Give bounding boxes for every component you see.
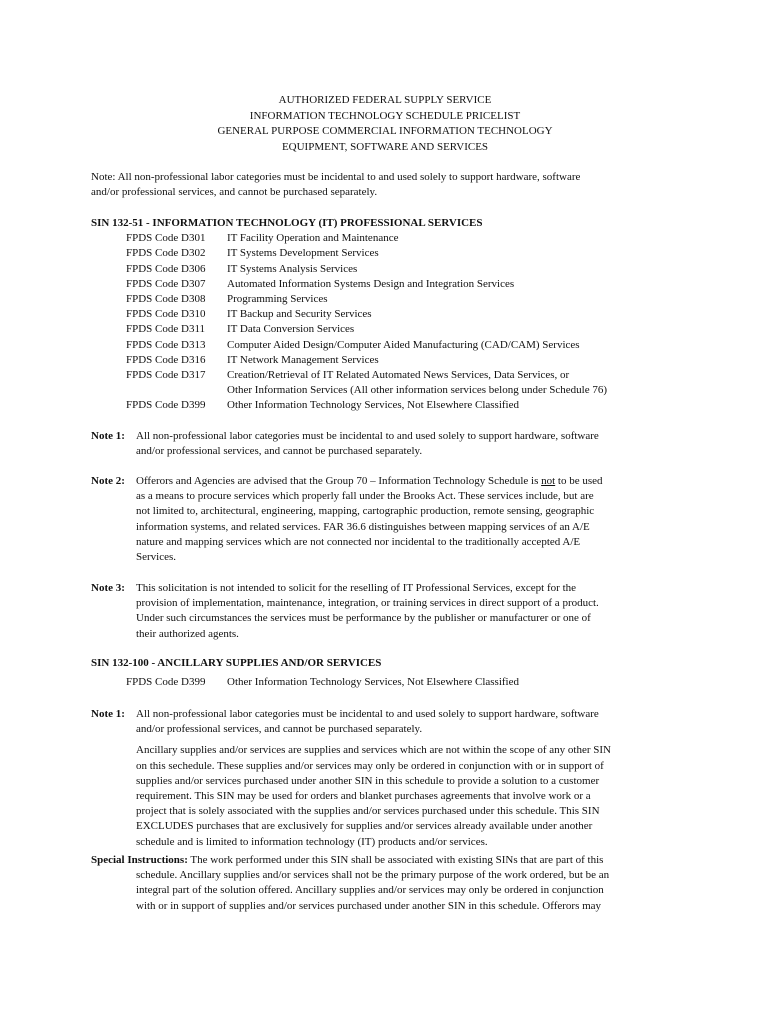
- sin-132-51-section: [91, 216, 691, 414]
- note-line: [136, 474, 691, 489]
- special-instructions: [91, 853, 691, 914]
- underlined-word: not: [541, 475, 556, 487]
- code-description-line: Creation/Retrieval of IT Related Automated News Services, Data Services, or: [227, 369, 570, 382]
- special-first-line: [91, 853, 691, 868]
- special-line: integral part of the solution offered. Ancillary supplies and/or services may only be ordered in conjunction: [136, 884, 604, 897]
- fpds-code: FPDS Code D301: [126, 232, 206, 245]
- paragraph-line: requirement. This SIN may be used for orders and blanket purchases agreements that involve work or a: [136, 790, 591, 803]
- fpds-code: FPDS Code D317: [126, 369, 206, 382]
- code-row: [126, 368, 691, 398]
- code-row: [126, 231, 691, 246]
- code-description: Programming Services: [227, 293, 328, 306]
- note-line: nature and mapping services which are not connected nor incidental to the traditionally accepted A/E: [136, 535, 581, 548]
- code-row: [126, 277, 691, 292]
- fpds-code: FPDS Code D308: [126, 293, 206, 306]
- note-line: provision of implementation, maintenance, integration, or training services in direct support of a product.: [136, 597, 599, 610]
- sin51-note-2: [91, 474, 691, 565]
- sin51-note-1: [91, 429, 691, 459]
- code-row: [126, 246, 691, 261]
- intro-note-line: Note: All non-professional labor categories must be incidental to and used solely to support hardware, software: [91, 171, 581, 183]
- paragraph-line: Ancillary supplies and/or services are supplies and services which are not within the scope of any other SIN: [136, 744, 612, 757]
- fpds-code: FPDS Code D399: [126, 676, 206, 689]
- fpds-code: FPDS Code D399: [126, 399, 206, 412]
- note-body: [136, 429, 691, 459]
- note-text: Offerors and Agencies are advised that the Group 70 – Information Technology Schedule is: [136, 475, 542, 487]
- code-row: [126, 307, 691, 322]
- paragraph-line: on this sechedule. These supplies and/or services may only be ordered in conjunction with or in support of: [136, 759, 604, 772]
- section-heading: SIN 132-100 - ANCILLARY SUPPLIES AND/OR SERVICES: [91, 657, 382, 669]
- note-line: and/or professional services, and cannot be purchased separately.: [136, 723, 423, 736]
- code-row: [126, 675, 691, 690]
- note-label: Note 3:: [91, 582, 125, 594]
- note-text: to be used: [555, 475, 603, 487]
- title-line-4: EQUIPMENT, SOFTWARE AND SERVICES: [281, 140, 489, 153]
- code-row: [126, 398, 691, 413]
- note-line: All non-professional labor categories must be incidental to and used solely to support hardware, software: [136, 430, 599, 442]
- paragraph-line: EXCLUDES purchases that are exclusively for supplies and/or services already available under another: [136, 820, 593, 833]
- fpds-code: FPDS Code D306: [126, 262, 206, 275]
- note-line: their authorized agents.: [136, 627, 239, 640]
- note-body: [136, 474, 691, 565]
- fpds-code: FPDS Code D307: [126, 277, 206, 290]
- note-body: [136, 707, 691, 850]
- note-label: Note 1:: [91, 430, 125, 442]
- code-description: IT Systems Analysis Services: [227, 262, 358, 275]
- paragraph-line: project that is solely associated with the supplies and/or services purchased under this schedule. This SIN: [136, 805, 600, 818]
- code-description: IT Systems Development Services: [227, 247, 379, 260]
- paragraph-line: schedule and is limited to information technology (IT) products and/or services.: [136, 835, 488, 848]
- note-label: Note 2:: [91, 475, 125, 487]
- code-row: [126, 322, 691, 337]
- code-description: IT Data Conversion Services: [227, 323, 355, 336]
- note-line: Services.: [136, 551, 177, 564]
- code-row: [126, 338, 691, 353]
- document-title: [0, 93, 770, 155]
- code-description: Computer Aided Design/Computer Aided Manufacturing (CAD/CAM) Services: [227, 338, 580, 351]
- title-line-1: AUTHORIZED FEDERAL SUPPLY SERVICE: [278, 94, 492, 106]
- sin51-note-3: [91, 581, 691, 642]
- fpds-code: FPDS Code D316: [126, 353, 206, 366]
- code-description: Other Information Technology Services, Not Elsewhere Classified: [227, 399, 519, 412]
- intro-note-line: and/or professional services, and cannot be purchased separately.: [91, 186, 378, 199]
- code-description: Automated Information Systems Design and Integration Services: [227, 277, 515, 290]
- title-line-3: GENERAL PURPOSE COMMERCIAL INFORMATION TECHNOLOGY: [217, 125, 553, 137]
- sin-132-100-section: [91, 656, 691, 690]
- note-line: Under such circumstances the services must be performance by the publisher or manufacturer or one of: [136, 612, 591, 625]
- note-body: [136, 581, 691, 642]
- code-row: [126, 262, 691, 277]
- special-line: with or in support of supplies and/or services purchased under another SIN in this schedule. Offerors may: [136, 899, 602, 912]
- code-description: [227, 368, 691, 398]
- note-line: as a means to procure services which properly fall under the Brooks Act. These services include, but are: [136, 490, 594, 503]
- special-text: The work performed under this SIN shall be associated with existing SINs that are part of this: [187, 854, 604, 866]
- fpds-code-list: [126, 675, 691, 690]
- sin100-note-1: [91, 707, 691, 850]
- fpds-code: FPDS Code D302: [126, 247, 206, 260]
- note-label: Note 1:: [91, 708, 125, 720]
- code-description: IT Backup and Security Services: [227, 308, 372, 321]
- note-line: All non-professional labor categories must be incidental to and used solely to support hardware, software: [136, 708, 599, 720]
- code-description: Other Information Technology Services, Not Elsewhere Classified: [227, 676, 519, 689]
- code-description: IT Facility Operation and Maintenance: [227, 232, 399, 245]
- fpds-code-list: [126, 231, 691, 413]
- note-line: and/or professional services, and cannot be purchased separately.: [136, 445, 423, 458]
- code-row: [126, 353, 691, 368]
- special-label: Special Instructions:: [91, 854, 188, 866]
- code-description: IT Network Management Services: [227, 353, 379, 366]
- note-line: This solicitation is not intended to solicit for the reselling of IT Professional Services, except for the: [136, 582, 577, 594]
- section-heading: SIN 132-51 - INFORMATION TECHNOLOGY (IT) PROFESSIONAL SERVICES: [91, 217, 483, 229]
- fpds-code: FPDS Code D313: [126, 338, 206, 351]
- code-description-line: Other Information Services (All other information services belong under Schedule 76): [227, 384, 607, 397]
- note-line: not limited to, architectural, engineering, mapping, cartographic production, remote sensing, geographic: [136, 505, 595, 518]
- paragraph-line: supplies and/or services purchased under another SIN in this schedule to provide a solution to a customer: [136, 774, 600, 787]
- special-line: schedule. Ancillary supplies and/or services shall not be the primary purpose of the work ordered, but be an: [136, 869, 610, 882]
- note-line: information systems, and related services. FAR 36.6 distinguishes between mapping services of an A/E: [136, 520, 590, 533]
- title-line-2: INFORMATION TECHNOLOGY SCHEDULE PRICELIST: [249, 109, 521, 122]
- fpds-code: FPDS Code D310: [126, 308, 206, 321]
- intro-note: [91, 170, 691, 200]
- code-row: [126, 292, 691, 307]
- fpds-code: FPDS Code D311: [126, 323, 206, 336]
